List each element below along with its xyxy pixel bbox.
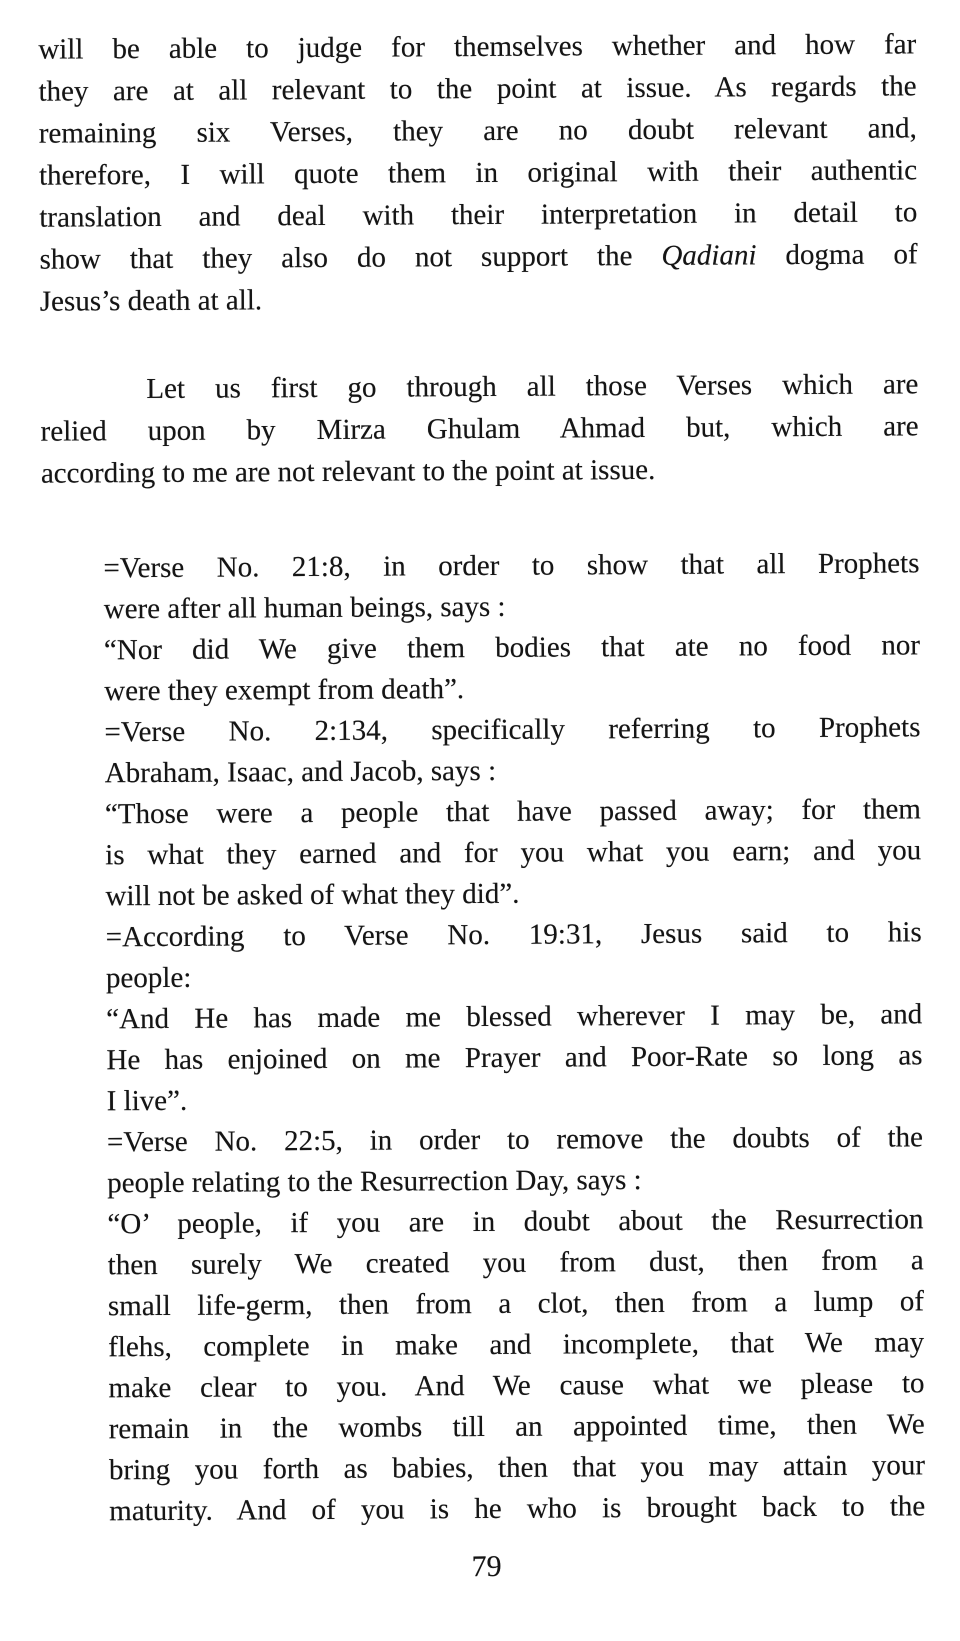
text-run: “Those were a people that have passed away; for them xyxy=(104,793,922,831)
verse-text-line xyxy=(106,1035,922,1081)
text-line xyxy=(38,23,916,70)
verse-text-line xyxy=(103,543,919,589)
text-run: were they exempt from death”. xyxy=(104,673,465,708)
page-number: 79 xyxy=(471,1549,502,1584)
text-run: =Verse No. 2:134, specifically referring to Prophets xyxy=(104,711,921,749)
text-run: =According to Verse No. 19:31, Jesus said to his xyxy=(105,916,922,954)
text-run: people: xyxy=(105,961,192,995)
verse-text-line xyxy=(104,625,920,671)
verse-text-line xyxy=(104,707,920,753)
paragraph-intro xyxy=(38,23,918,322)
text-run: will be able to judge for themselves whether and how far xyxy=(38,28,917,66)
italic-text-run: Qadiani xyxy=(661,239,757,272)
verse-text-line xyxy=(106,953,922,999)
text-run: according to me are not relevant to the point at issue. xyxy=(40,453,656,490)
text-run: Jesus’s death at all. xyxy=(39,284,263,318)
text-run: “Nor did We give them bodies that ate no food nor xyxy=(103,629,921,667)
text-run: show that they also do not support the xyxy=(39,239,662,276)
text-run: bring you forth as babies, then that you may attain your xyxy=(108,1449,926,1487)
text-run: then surely We created you from dust, then from a xyxy=(107,1244,924,1282)
verse-text-line xyxy=(107,1076,923,1122)
text-line xyxy=(39,233,917,280)
text-run: =Verse No. 22:5, in order to remove the doubts of the xyxy=(106,1121,924,1159)
verse-text-line xyxy=(109,1445,925,1491)
text-line xyxy=(40,275,918,322)
text-run: they are at all relevant to the point at issue. As regards the xyxy=(38,70,917,108)
text-run: therefore, I will quote them in original with their authentic xyxy=(38,154,918,192)
text-run: flehs, complete in make and incomplete, that We may xyxy=(108,1326,925,1364)
text-line xyxy=(40,405,918,452)
verse-text-line xyxy=(105,748,921,794)
text-run: “O’ people, if you are in doubt about the Resurrection xyxy=(107,1203,924,1241)
text-run: will not be asked of what they did”. xyxy=(105,877,520,913)
text-run: He has enjoined on me Prayer and Poor-Rate so long as xyxy=(106,1039,923,1077)
verse-text-line xyxy=(104,584,920,630)
text-run: is what they earned and for you what you earn; and you xyxy=(105,834,922,872)
text-run: “And He has made me blessed wherever I may be, and xyxy=(106,998,923,1036)
text-run: small life-germ, then from a clot, then from a lump of xyxy=(107,1285,925,1323)
text-run: relied upon by Mirza Ghulam Ahmad but, which are xyxy=(40,410,919,448)
text-run: remain in the wombs till an appointed time, then We xyxy=(108,1408,925,1446)
text-run: dogma of xyxy=(756,238,918,272)
text-run: maturity. And of you is he who is brought back to the xyxy=(109,1490,926,1528)
text-line xyxy=(38,65,916,112)
verse-text-line xyxy=(107,1199,923,1245)
text-line xyxy=(39,149,917,196)
paragraph-lead-in xyxy=(40,363,919,494)
text-line xyxy=(41,447,919,494)
text-run: were after all human beings, says : xyxy=(103,590,506,626)
text-run: I live”. xyxy=(106,1084,188,1118)
text-line xyxy=(40,363,918,410)
verse-text-line xyxy=(108,1281,924,1327)
text-run: people relating to the Resurrection Day, says : xyxy=(107,1164,642,1200)
verse-text-line xyxy=(106,994,922,1040)
verse-quotation-block xyxy=(41,543,925,1532)
verse-text-line xyxy=(109,1404,925,1450)
verse-text-line xyxy=(108,1240,924,1286)
text-run: Abraham, Isaac, and Jacob, says : xyxy=(104,754,497,790)
verse-text-line xyxy=(105,789,921,835)
verse-text-line xyxy=(107,1117,923,1163)
text-run: Let us first go through all those Verses which are xyxy=(146,368,919,406)
verse-text-line xyxy=(105,871,921,917)
text-run: make clear to you. And We cause what we please to xyxy=(108,1367,925,1405)
verse-text-line xyxy=(108,1363,924,1409)
verse-text-line xyxy=(108,1322,924,1368)
verse-text-line xyxy=(106,912,922,958)
text-line xyxy=(39,107,917,154)
text-line xyxy=(39,191,917,238)
verse-text-line xyxy=(105,830,921,876)
verse-text-line xyxy=(104,666,920,712)
text-run: remaining six Verses, they are no doubt relevant and, xyxy=(38,112,917,150)
text-run: =Verse No. 21:8, in order to show that all Prophets xyxy=(103,547,920,585)
verse-text-line xyxy=(107,1158,923,1204)
text-run: translation and deal with their interpretation in detail to xyxy=(39,196,918,234)
verse-text-line xyxy=(109,1486,925,1532)
